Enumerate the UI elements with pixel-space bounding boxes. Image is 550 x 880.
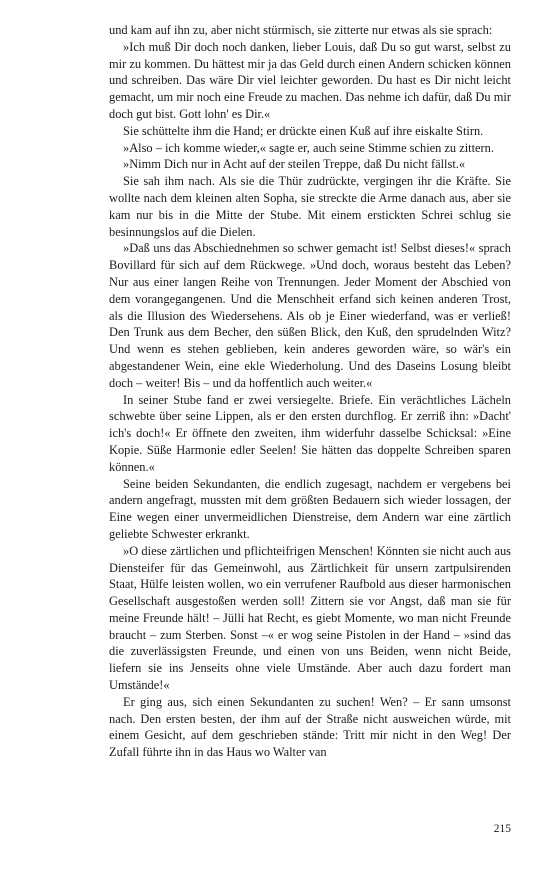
paragraph: Er ging aus, sich einen Sekundanten zu suchen! Wen? – Er sann umsonst nach. Den ersten besten, der ihm auf der Straße nicht ausweichen würde, mit einem Gesicht, auf dem geschrieben stände: Tritt mir nicht in den Weg! Der Zufall führte ihn in das Haus wo Walter van xyxy=(109,694,511,760)
paragraph: »O diese zärtlichen und pflichteifrigen Menschen! Könnten sie nicht auch aus Diensteifer für das Gemeinwohl, aus Zärtlichkeit für unsern zartpulsirenden Staat, Hülfe leisten wollen, wo ein verrufener Raufbold aus dieser harmonischen Gesellschaft ausgestoßen werden soll! Zittern sie vor Angst, daß man sie für meine Freunde hält! – Jülli hat Recht, es giebt Momente, wo man nicht Freunde braucht – zum Sterben. Sonst –« er wog seine Pistolen in der Hand – »sind das die zuverlässigsten Freunde, und einen von uns Beiden, wenn nicht Beide, liefern sie ins Jenseits ohne viele Umstände. Aber auch dazu fordert man Umstände!« xyxy=(109,543,511,693)
paragraph: Seine beiden Sekundanten, die endlich zugesagt, nachdem er vergebens bei andern angefragt, mussten mit dem größten Bedauern sich wieder lossagen, der Eine wegen einer unvermeidlichen Dienstreise, dem Andern war eine zärtlich geliebte Schwester erkrankt. xyxy=(109,476,511,541)
page-number: 215 xyxy=(493,823,511,835)
paragraph: »Also – ich komme wieder,« sagte er, auch seine Stimme schien zu zittern. xyxy=(123,140,494,155)
paragraph: Sie sah ihm nach. Als sie die Thür zudrückte, vergingen ihr die Kräfte. Sie wollte nach dem kleinen alten Sopha, sie streckte die Arme danach aus, aber sie kam nur bis in die Mitte der Stube. Mit einem erstickten Schrei schlug sie besinnungslos auf die Dielen. xyxy=(109,174,511,239)
text-column xyxy=(109,22,511,761)
paragraph: und kam auf ihn zu, aber nicht stürmisch, sie zitterte nur etwas als sie sprach: xyxy=(109,23,493,37)
paragraph: »Ich muß Dir doch noch danken, lieber Louis, daß Du so gut warst, selbst zu mir zu kommen. Du hättest mir ja das Geld durch einen Andern schicken können und schreiben. Das wäre Dir viel leichter geworden. Du hast es Dir nicht leicht gemacht, um mir noch eine Freude zu machen. Das nehme ich dafür, daß Du mir doch gut bist. Gott lohn' es Dir.« xyxy=(109,39,511,121)
paragraph: »Daß uns das Abschiednehmen so schwer gemacht ist! Selbst dieses!« sprach Bovillard für sich auf dem Rückwege. »Und doch, woraus besteht das Leben? Nur aus einer langen Reihe von Trennungen. Jeder Moment der Abschied von dem vorangegangenen. Und die Menschheit erfand sich keinen anderen Trost, als die Illusion des Wiedersehens. Als ob je Einer wiederfand, was er verließ! Den Trunk aus dem Becher, den süßen Blick, den Kuß, den sprudelnden Witz? Und wenn es stehen geblieben, kein anderes geworden wäre, so wär's ein abgestandener Wein, eine ekle Wiederholung. Und des Daseins Losung bleibt doch – weiter! Bis – und da hoffentlich auch weiter.« xyxy=(109,241,511,390)
paragraph: Sie schüttelte ihm die Hand; er drückte einen Kuß auf ihre eiskalte Stirn. xyxy=(123,123,484,138)
paragraph: »Nimm Dich nur in Acht auf der steilen Treppe, daß Du nicht fällst.« xyxy=(123,157,466,172)
paragraph: In seiner Stube fand er zwei versiegelte. Briefe. Ein verächtliches Lächeln schwebte über seine Lippen, als er den ersten durchflog. Er zerriß ihn: »Dacht' ich's doch!« Er öffnete den zweiten, ihm widerfuhr dasselbe Schicksal: »Eine Kopie. Süße Harmonie edler Seelen! Sie hätten das doppelte Schreiben sparen können.« xyxy=(109,392,511,474)
